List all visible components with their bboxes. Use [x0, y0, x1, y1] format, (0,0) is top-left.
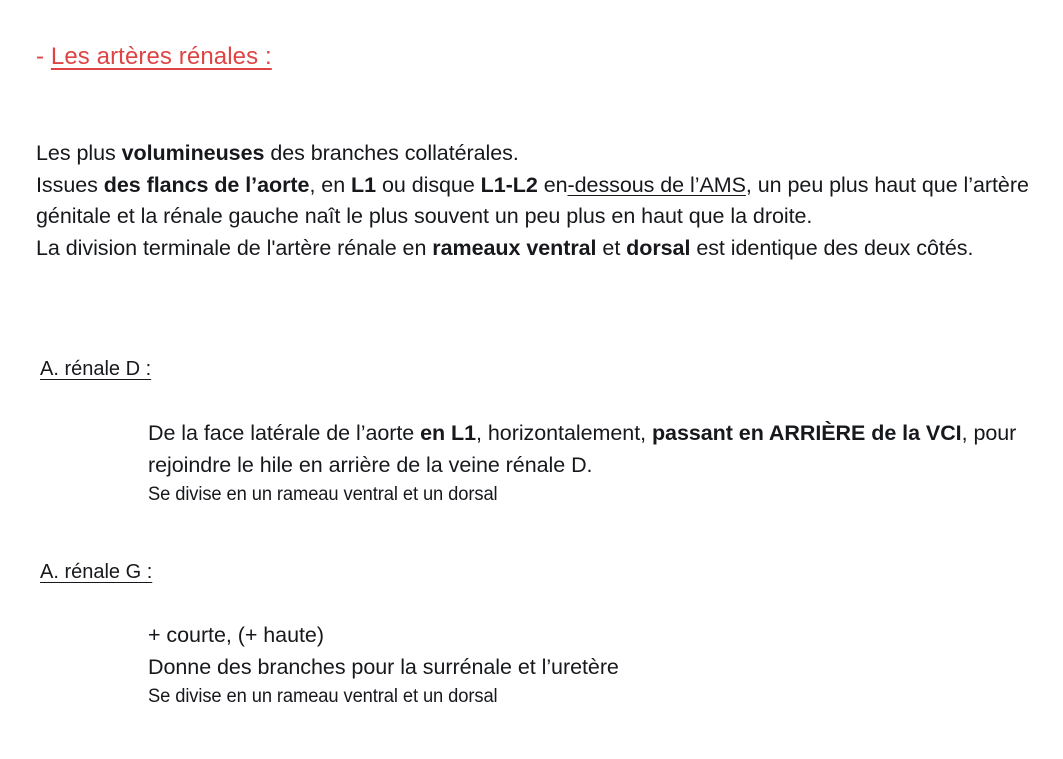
intro-line2-bold-aorte: des flancs de l’aorte — [103, 172, 310, 197]
page-title — [36, 42, 272, 72]
section-body-renale-d — [148, 418, 1038, 509]
intro-line2-underlined-ams: -dessous de l’AMS — [567, 172, 746, 197]
intro-line3-c: et — [596, 235, 627, 260]
section-body-renale-g — [148, 620, 1038, 711]
renale-d-para-c: , horizontalement, — [476, 421, 652, 445]
title-dash: - — [36, 43, 51, 70]
renale-d-para-bold-enl1: en L1 — [420, 421, 477, 445]
renale-g-line-2: Donne des branches pour la surrénale et l’uretère — [148, 654, 619, 679]
intro-line2-g: en — [537, 172, 568, 197]
intro-line1-bold: volumineuses — [121, 141, 265, 165]
renale-d-para-a: De la face latérale de l’aorte — [148, 421, 421, 445]
intro-line2-bold-l1: L1 — [351, 172, 377, 197]
intro-line2-a: Issues — [36, 172, 104, 197]
section-heading-renale-d-text: A. rénale D : — [40, 358, 152, 380]
section-heading-renale-d — [40, 356, 151, 382]
intro-line2-e: ou disque — [376, 172, 481, 197]
intro-line1-a: Les plus — [36, 141, 122, 165]
section-heading-renale-g-text: A. rénale G : — [40, 561, 153, 583]
renale-d-para-e: , pour rejoindre le hile en arrière de la veine rénale D. — [148, 421, 1017, 477]
intro-line2-bold-l1l2: L1-L2 — [480, 172, 538, 197]
title-text: Les artères rénales : — [50, 43, 272, 70]
intro-line3-bold-ventral: rameaux ventral — [432, 235, 597, 260]
renale-d-para-bold-arriere-vci: passant en ARRIÈRE de la VCI — [651, 421, 962, 445]
intro-line2-c: , en — [309, 172, 352, 197]
intro-line3-e: est identique des deux côtés. — [690, 235, 974, 260]
intro-paragraph — [36, 138, 1036, 264]
section-heading-renale-g — [40, 559, 152, 585]
intro-line2-i: , un peu plus haut que l’artère génitale et la rénale gauche naît le plus souvent un peu plus en haut que la droite. — [36, 172, 1029, 228]
intro-line3-a: La division terminale de l'artère rénale en — [36, 235, 433, 260]
intro-line3-bold-dorsal: dorsal — [626, 235, 691, 260]
renale-d-paragraph — [148, 418, 1038, 481]
intro-line1-c: des branches collatérales. — [264, 141, 519, 165]
renale-g-note: Se divise en un rameau ventral et un dorsal — [148, 686, 498, 707]
renale-d-note: Se divise en un rameau ventral et un dorsal — [148, 484, 498, 505]
renale-g-line-1: + courte, (+ haute) — [148, 623, 324, 647]
